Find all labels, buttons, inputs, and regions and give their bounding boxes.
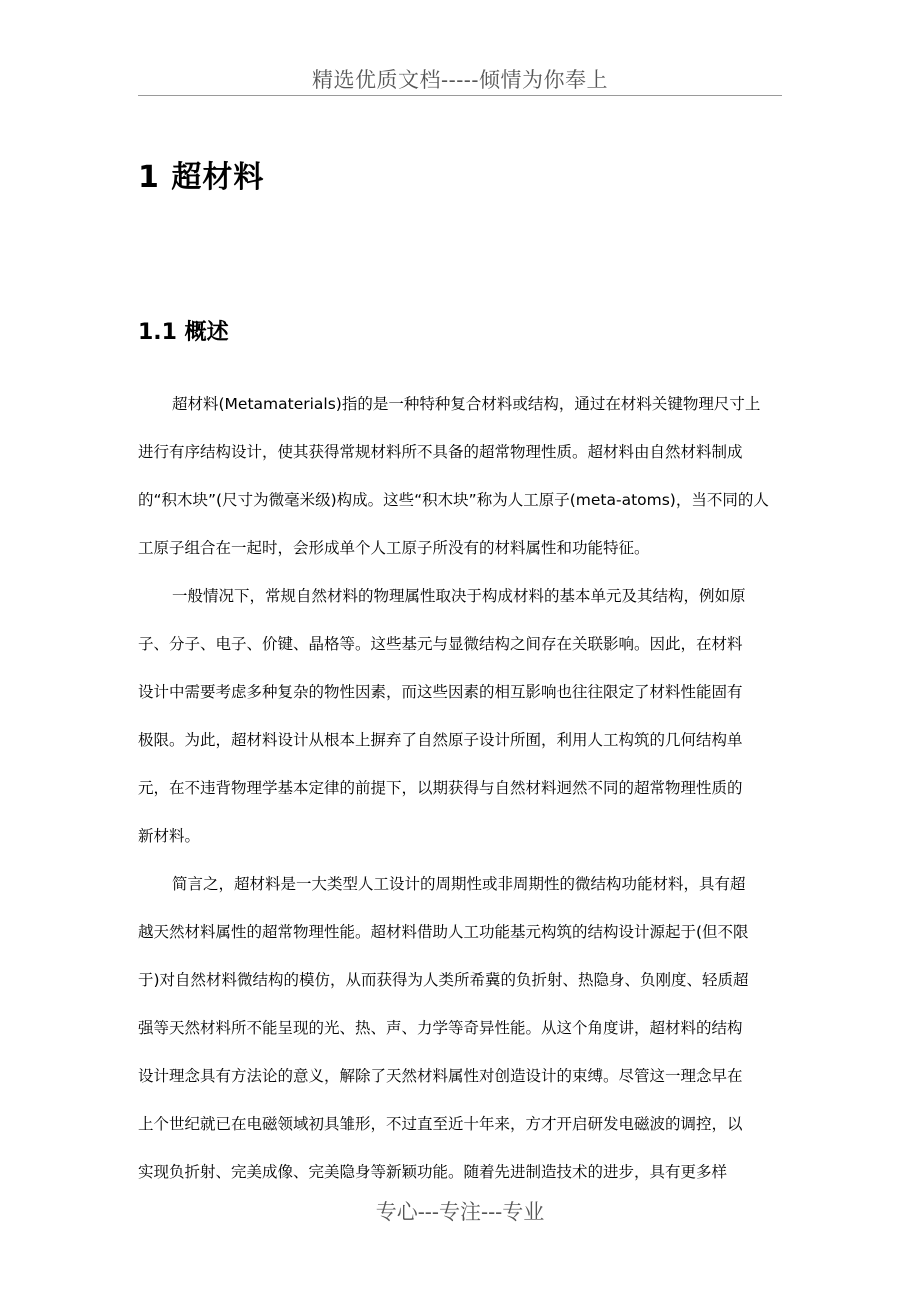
text-line: 设计中需要考虑多种复杂的物性因素，而这些因素的相互影响也往往限定了材料性能固有 (138, 683, 743, 701)
text-line: 于)对自然材料微结构的模仿，从而获得为人类所希冀的负折射、热隐身、负刚度、轻质超 (138, 971, 749, 989)
text-line: 一般情况下，常规自然材料的物理属性取决于构成材料的基本单元及其结构，例如原 (172, 587, 746, 605)
text-line: 越天然材料属性的超常物理性能。超材料借助人工功能基元构筑的结构设计源起于(但不限 (138, 923, 749, 941)
text-line: 强等天然材料所不能呈现的光、热、声、力学等奇异性能。从这个角度讲，超材料的结构 (138, 1019, 743, 1037)
text-line: 新材料。 (138, 827, 201, 845)
text-line: 实现负折射、完美成像、完美隐身等新颖功能。随着先进制造技术的进步，具有更多样 (138, 1163, 728, 1181)
header-divider (138, 95, 782, 96)
paragraph-2 (138, 572, 782, 860)
paragraph-1 (138, 380, 782, 572)
text-line: 超材料(Metamaterials)指的是一种特种复合材料或结构，通过在材料关键物理尺寸上 (172, 395, 761, 413)
text-line: 上个世纪就已在电磁领域初具雏形，不过直至近十年来，方才开启研发电磁波的调控，以 (138, 1115, 743, 1133)
section-title: 1.1 概述 (138, 320, 229, 345)
chapter-title: 1 超材料 (138, 160, 265, 195)
body-text (138, 380, 782, 1196)
text-line: 的“积木块”(尺寸为微毫米级)构成。这些“积木块”称为人工原子(meta-atoms)，当不同的人 (138, 491, 769, 509)
paragraph-3 (138, 860, 782, 1196)
text-line: 设计理念具有方法论的意义，解除了天然材料属性对创造设计的束缚。尽管这一理念早在 (138, 1067, 743, 1085)
text-line: 极限。为此，超材料设计从根本上摒弃了自然原子设计所囿，利用人工构筑的几何结构单 (138, 731, 743, 749)
text-line: 进行有序结构设计，使其获得常规材料所不具备的超常物理性质。超材料由自然材料制成 (138, 443, 743, 461)
text-line: 简言之，超材料是一大类型人工设计的周期性或非周期性的微结构功能材料，具有超 (172, 875, 746, 893)
text-line: 子、分子、电子、价键、晶格等。这些基元与显微结构之间存在关联影响。因此，在材料 (138, 635, 743, 653)
page-header: 精选优质文档-----倾情为你奉上 (312, 68, 608, 92)
page-footer: 专心---专注---专业 (375, 1200, 545, 1224)
text-line: 元，在不违背物理学基本定律的前提下，以期获得与自然材料迥然不同的超常物理性质的 (138, 779, 743, 797)
text-line: 工原子组合在一起时，会形成单个人工原子所没有的材料属性和功能特征。 (138, 539, 650, 557)
